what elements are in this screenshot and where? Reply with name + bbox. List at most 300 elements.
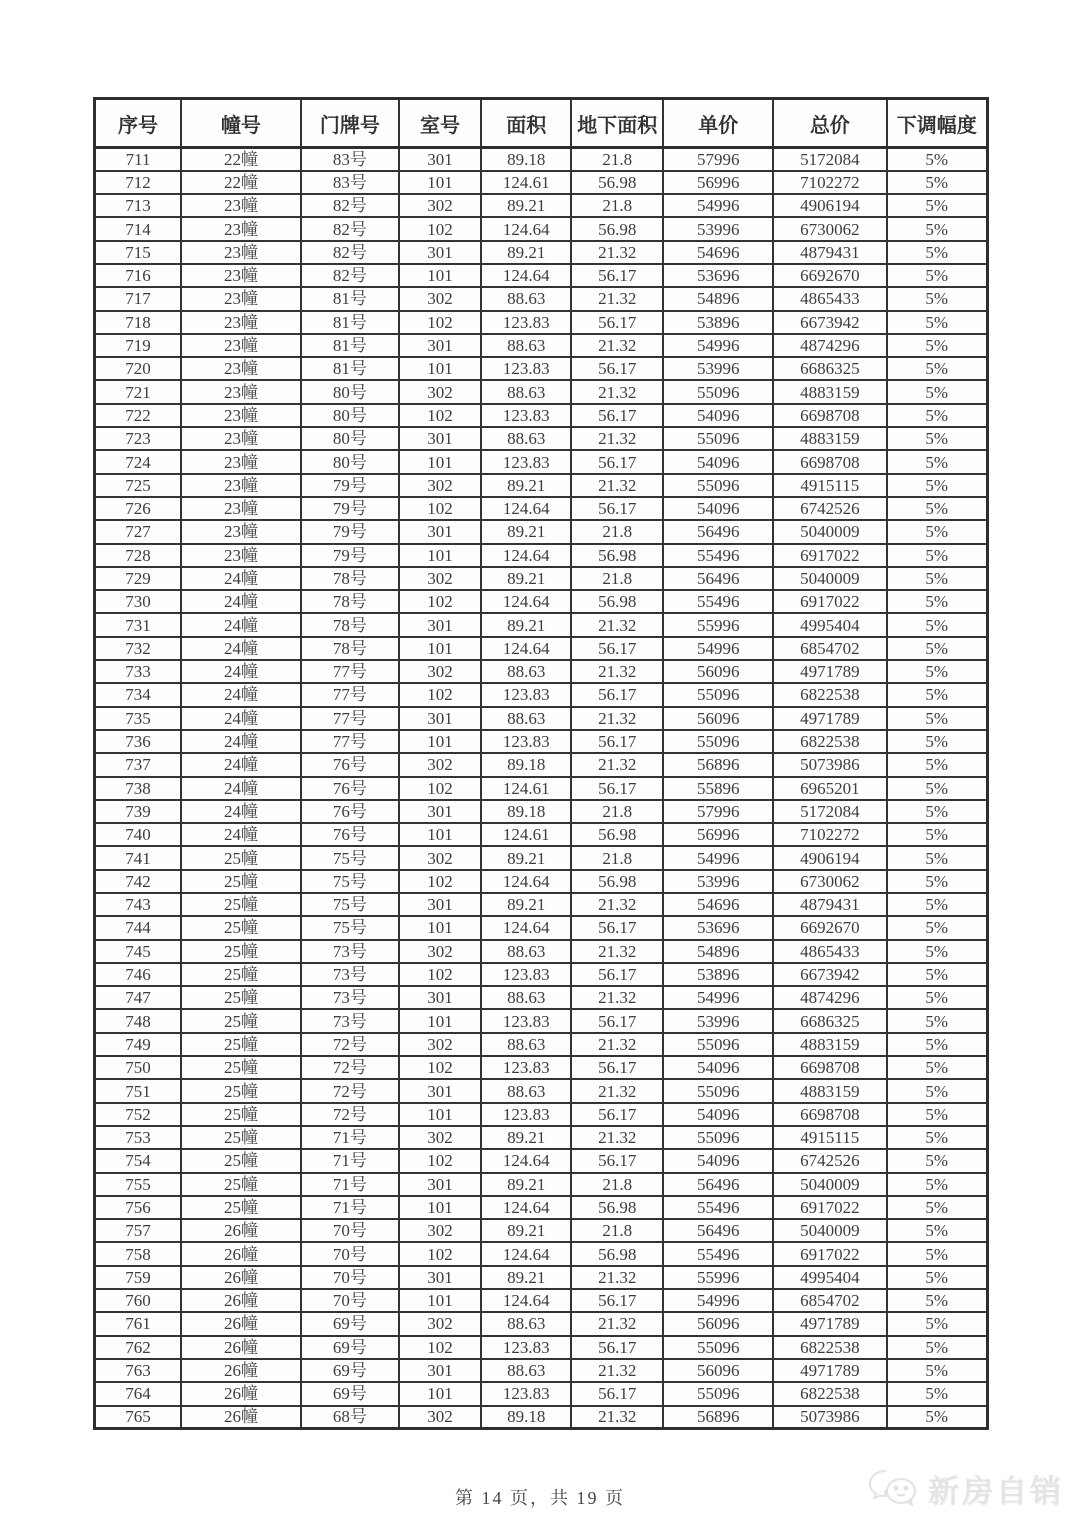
cell-serial-number: 721 [95, 380, 182, 403]
cell-serial-number: 738 [95, 777, 182, 800]
table-row [95, 800, 988, 823]
cell-unit-price: 55496 [663, 1242, 773, 1265]
cell-building-number: 24幢 [181, 777, 301, 800]
cell-underground-area: 56.17 [571, 683, 663, 706]
cell-area: 124.64 [481, 916, 571, 939]
cell-building-number: 24幢 [181, 683, 301, 706]
cell-door-number: 73号 [301, 986, 399, 1009]
cell-total-price: 6917022 [773, 1196, 886, 1219]
cell-room-number: 301 [399, 800, 481, 823]
cell-underground-area: 21.32 [571, 1126, 663, 1149]
cell-serial-number: 739 [95, 800, 182, 823]
cell-total-price: 4906194 [773, 194, 886, 217]
cell-reduction-rate: 5% [887, 870, 988, 893]
cell-room-number: 301 [399, 334, 481, 357]
cell-reduction-rate: 5% [887, 217, 988, 240]
table-row [95, 1056, 988, 1079]
cell-total-price: 6854702 [773, 637, 886, 660]
cell-underground-area: 21.32 [571, 660, 663, 683]
table-row [95, 637, 988, 660]
cell-reduction-rate: 5% [887, 520, 988, 543]
cell-unit-price: 56496 [663, 1219, 773, 1242]
cell-unit-price: 56496 [663, 1173, 773, 1196]
cell-building-number: 23幢 [181, 404, 301, 427]
cell-underground-area: 21.32 [571, 287, 663, 310]
cell-underground-area: 56.17 [571, 730, 663, 753]
header-door-number: 门牌号 [301, 99, 399, 148]
cell-door-number: 79号 [301, 497, 399, 520]
cell-room-number: 301 [399, 986, 481, 1009]
cell-room-number: 102 [399, 1336, 481, 1359]
cell-building-number: 23幢 [181, 311, 301, 334]
cell-area: 89.21 [481, 1219, 571, 1242]
cell-serial-number: 758 [95, 1242, 182, 1265]
table-row [95, 567, 988, 590]
cell-total-price: 4865433 [773, 940, 886, 963]
cell-room-number: 302 [399, 753, 481, 776]
cell-serial-number: 749 [95, 1033, 182, 1056]
cell-underground-area: 21.32 [571, 1079, 663, 1102]
table-row [95, 450, 988, 473]
cell-room-number: 101 [399, 1103, 481, 1126]
cell-underground-area: 21.32 [571, 427, 663, 450]
cell-room-number: 101 [399, 450, 481, 473]
cell-underground-area: 21.8 [571, 1219, 663, 1242]
cell-serial-number: 744 [95, 916, 182, 939]
cell-reduction-rate: 5% [887, 380, 988, 403]
cell-serial-number: 718 [95, 311, 182, 334]
cell-total-price: 5073986 [773, 753, 886, 776]
cell-building-number: 25幢 [181, 893, 301, 916]
cell-unit-price: 56496 [663, 520, 773, 543]
cell-reduction-rate: 5% [887, 683, 988, 706]
cell-room-number: 302 [399, 1126, 481, 1149]
cell-door-number: 80号 [301, 450, 399, 473]
cell-door-number: 81号 [301, 357, 399, 380]
cell-underground-area: 56.17 [571, 311, 663, 334]
cell-serial-number: 714 [95, 217, 182, 240]
cell-room-number: 102 [399, 1056, 481, 1079]
table-row [95, 1126, 988, 1149]
watermark-text: 新房自销 [928, 1474, 1064, 1509]
header-underground-area: 地下面积 [571, 99, 663, 148]
cell-reduction-rate: 5% [887, 707, 988, 730]
cell-area: 89.21 [481, 474, 571, 497]
cell-area: 123.83 [481, 1382, 571, 1405]
cell-building-number: 23幢 [181, 380, 301, 403]
cell-room-number: 301 [399, 520, 481, 543]
cell-underground-area: 21.32 [571, 613, 663, 636]
table-body [95, 148, 988, 1429]
table-row [95, 963, 988, 986]
header-building-number: 幢号 [181, 99, 301, 148]
cell-area: 124.64 [481, 590, 571, 613]
cell-reduction-rate: 5% [887, 590, 988, 613]
cell-room-number: 102 [399, 404, 481, 427]
cell-unit-price: 53996 [663, 217, 773, 240]
cell-reduction-rate: 5% [887, 404, 988, 427]
table-row [95, 916, 988, 939]
cell-room-number: 301 [399, 707, 481, 730]
cell-room-number: 101 [399, 916, 481, 939]
table-row [95, 287, 988, 310]
cell-area: 124.64 [481, 544, 571, 567]
cell-area: 124.64 [481, 1196, 571, 1219]
table-row [95, 1242, 988, 1265]
header-serial-number: 序号 [95, 99, 182, 148]
cell-door-number: 70号 [301, 1242, 399, 1265]
cell-door-number: 72号 [301, 1103, 399, 1126]
cell-total-price: 6673942 [773, 963, 886, 986]
table-header-row [95, 99, 988, 148]
table-row [95, 148, 988, 171]
cell-serial-number: 730 [95, 590, 182, 613]
cell-serial-number: 762 [95, 1336, 182, 1359]
cell-reduction-rate: 5% [887, 1173, 988, 1196]
cell-total-price: 6698708 [773, 1056, 886, 1079]
cell-serial-number: 736 [95, 730, 182, 753]
cell-unit-price: 55996 [663, 1266, 773, 1289]
cell-serial-number: 725 [95, 474, 182, 497]
cell-serial-number: 753 [95, 1126, 182, 1149]
cell-unit-price: 54096 [663, 404, 773, 427]
cell-room-number: 102 [399, 963, 481, 986]
cell-reduction-rate: 5% [887, 1336, 988, 1359]
cell-unit-price: 56096 [663, 1312, 773, 1335]
cell-area: 88.63 [481, 287, 571, 310]
cell-area: 123.83 [481, 1009, 571, 1032]
cell-door-number: 69号 [301, 1382, 399, 1405]
cell-serial-number: 765 [95, 1406, 182, 1429]
cell-underground-area: 56.98 [571, 217, 663, 240]
cell-area: 123.83 [481, 1103, 571, 1126]
cell-underground-area: 56.98 [571, 1242, 663, 1265]
table-row [95, 1219, 988, 1242]
cell-door-number: 71号 [301, 1126, 399, 1149]
cell-room-number: 101 [399, 637, 481, 660]
cell-room-number: 301 [399, 1359, 481, 1382]
cell-reduction-rate: 5% [887, 846, 988, 869]
cell-reduction-rate: 5% [887, 264, 988, 287]
cell-serial-number: 750 [95, 1056, 182, 1079]
cell-door-number: 82号 [301, 241, 399, 264]
cell-room-number: 302 [399, 567, 481, 590]
cell-door-number: 75号 [301, 916, 399, 939]
cell-door-number: 70号 [301, 1266, 399, 1289]
cell-reduction-rate: 5% [887, 940, 988, 963]
table-row [95, 590, 988, 613]
cell-building-number: 25幢 [181, 963, 301, 986]
cell-building-number: 24幢 [181, 753, 301, 776]
cell-unit-price: 55096 [663, 427, 773, 450]
cell-underground-area: 56.17 [571, 1009, 663, 1032]
cell-unit-price: 53696 [663, 264, 773, 287]
cell-building-number: 25幢 [181, 1033, 301, 1056]
cell-room-number: 301 [399, 241, 481, 264]
cell-serial-number: 759 [95, 1266, 182, 1289]
cell-door-number: 80号 [301, 380, 399, 403]
cell-serial-number: 763 [95, 1359, 182, 1382]
cell-total-price: 5040009 [773, 1173, 886, 1196]
cell-total-price: 6917022 [773, 1242, 886, 1265]
table-row [95, 846, 988, 869]
page-number-footer: 第 14 页，共 19 页 [455, 1488, 625, 1508]
cell-room-number: 301 [399, 1079, 481, 1102]
cell-total-price: 5172084 [773, 800, 886, 823]
cell-total-price: 6854702 [773, 1289, 886, 1312]
cell-reduction-rate: 5% [887, 1406, 988, 1429]
cell-room-number: 102 [399, 1149, 481, 1172]
table-row [95, 241, 988, 264]
table-row [95, 870, 988, 893]
cell-unit-price: 56096 [663, 707, 773, 730]
cell-door-number: 78号 [301, 637, 399, 660]
cell-room-number: 301 [399, 893, 481, 916]
cell-unit-price: 57996 [663, 800, 773, 823]
cell-building-number: 25幢 [181, 986, 301, 1009]
cell-reduction-rate: 5% [887, 730, 988, 753]
cell-building-number: 25幢 [181, 1009, 301, 1032]
cell-building-number: 24幢 [181, 637, 301, 660]
price-reduction-table-container [93, 97, 989, 1430]
cell-serial-number: 743 [95, 893, 182, 916]
cell-area: 88.63 [481, 380, 571, 403]
cell-building-number: 23幢 [181, 474, 301, 497]
cell-building-number: 25幢 [181, 940, 301, 963]
cell-door-number: 69号 [301, 1336, 399, 1359]
cell-unit-price: 54096 [663, 450, 773, 473]
cell-underground-area: 56.98 [571, 870, 663, 893]
table-row [95, 1196, 988, 1219]
cell-door-number: 70号 [301, 1219, 399, 1242]
cell-room-number: 102 [399, 1242, 481, 1265]
cell-reduction-rate: 5% [887, 1196, 988, 1219]
cell-door-number: 78号 [301, 590, 399, 613]
cell-serial-number: 728 [95, 544, 182, 567]
cell-door-number: 76号 [301, 800, 399, 823]
cell-area: 89.21 [481, 194, 571, 217]
cell-door-number: 81号 [301, 311, 399, 334]
cell-building-number: 25幢 [181, 1173, 301, 1196]
cell-room-number: 302 [399, 1312, 481, 1335]
cell-total-price: 5040009 [773, 520, 886, 543]
table-row [95, 311, 988, 334]
table-row [95, 1336, 988, 1359]
cell-serial-number: 733 [95, 660, 182, 683]
cell-reduction-rate: 5% [887, 334, 988, 357]
cell-area: 124.61 [481, 171, 571, 194]
header-unit-price: 单价 [663, 99, 773, 148]
cell-reduction-rate: 5% [887, 241, 988, 264]
cell-building-number: 23幢 [181, 427, 301, 450]
cell-room-number: 301 [399, 613, 481, 636]
table-row [95, 660, 988, 683]
cell-serial-number: 722 [95, 404, 182, 427]
cell-unit-price: 55096 [663, 1126, 773, 1149]
cell-serial-number: 711 [95, 148, 182, 171]
cell-area: 88.63 [481, 1359, 571, 1382]
cell-building-number: 23幢 [181, 287, 301, 310]
cell-building-number: 25幢 [181, 1103, 301, 1126]
cell-room-number: 301 [399, 148, 481, 171]
cell-serial-number: 717 [95, 287, 182, 310]
cell-area: 88.63 [481, 1312, 571, 1335]
cell-reduction-rate: 5% [887, 1219, 988, 1242]
cell-room-number: 302 [399, 846, 481, 869]
cell-building-number: 23幢 [181, 217, 301, 240]
table-row [95, 823, 988, 846]
cell-building-number: 26幢 [181, 1382, 301, 1405]
cell-room-number: 101 [399, 357, 481, 380]
cell-reduction-rate: 5% [887, 287, 988, 310]
cell-underground-area: 56.98 [571, 171, 663, 194]
cell-room-number: 101 [399, 544, 481, 567]
cell-unit-price: 56996 [663, 171, 773, 194]
cell-serial-number: 737 [95, 753, 182, 776]
cell-underground-area: 21.32 [571, 940, 663, 963]
cell-underground-area: 56.17 [571, 963, 663, 986]
cell-total-price: 6692670 [773, 264, 886, 287]
cell-unit-price: 54896 [663, 940, 773, 963]
cell-area: 124.64 [481, 870, 571, 893]
cell-reduction-rate: 5% [887, 963, 988, 986]
cell-serial-number: 760 [95, 1289, 182, 1312]
cell-area: 89.21 [481, 846, 571, 869]
cell-underground-area: 56.98 [571, 1196, 663, 1219]
cell-door-number: 75号 [301, 846, 399, 869]
cell-area: 123.83 [481, 450, 571, 473]
cell-reduction-rate: 5% [887, 1242, 988, 1265]
cell-area: 88.63 [481, 986, 571, 1009]
cell-underground-area: 21.8 [571, 194, 663, 217]
cell-building-number: 26幢 [181, 1312, 301, 1335]
table-row [95, 171, 988, 194]
cell-serial-number: 747 [95, 986, 182, 1009]
cell-total-price: 5040009 [773, 567, 886, 590]
cell-underground-area: 56.98 [571, 590, 663, 613]
cell-total-price: 6917022 [773, 590, 886, 613]
cell-area: 123.83 [481, 963, 571, 986]
cell-building-number: 24幢 [181, 613, 301, 636]
cell-reduction-rate: 5% [887, 823, 988, 846]
cell-total-price: 6698708 [773, 450, 886, 473]
cell-area: 123.83 [481, 730, 571, 753]
cell-building-number: 25幢 [181, 870, 301, 893]
cell-door-number: 77号 [301, 707, 399, 730]
cell-serial-number: 731 [95, 613, 182, 636]
cell-underground-area: 56.98 [571, 823, 663, 846]
cell-unit-price: 53896 [663, 963, 773, 986]
cell-area: 123.83 [481, 1056, 571, 1079]
cell-door-number: 82号 [301, 264, 399, 287]
cell-room-number: 302 [399, 940, 481, 963]
cell-area: 89.21 [481, 1173, 571, 1196]
cell-serial-number: 720 [95, 357, 182, 380]
cell-serial-number: 723 [95, 427, 182, 450]
cell-building-number: 23幢 [181, 520, 301, 543]
cell-door-number: 68号 [301, 1406, 399, 1429]
cell-area: 124.64 [481, 497, 571, 520]
cell-total-price: 6822538 [773, 730, 886, 753]
cell-unit-price: 56996 [663, 823, 773, 846]
cell-total-price: 4971789 [773, 1312, 886, 1335]
cell-total-price: 6822538 [773, 683, 886, 706]
table-row [95, 613, 988, 636]
cell-total-price: 6965201 [773, 777, 886, 800]
cell-underground-area: 56.17 [571, 1149, 663, 1172]
cell-area: 89.18 [481, 1406, 571, 1429]
cell-door-number: 73号 [301, 963, 399, 986]
cell-reduction-rate: 5% [887, 1079, 988, 1102]
table-row [95, 334, 988, 357]
cell-underground-area: 21.8 [571, 846, 663, 869]
cell-serial-number: 735 [95, 707, 182, 730]
cell-room-number: 102 [399, 217, 481, 240]
cell-serial-number: 712 [95, 171, 182, 194]
cell-unit-price: 54696 [663, 241, 773, 264]
cell-serial-number: 740 [95, 823, 182, 846]
cell-total-price: 4883159 [773, 427, 886, 450]
header-reduction-rate: 下调幅度 [887, 99, 988, 148]
cell-building-number: 24幢 [181, 823, 301, 846]
cell-unit-price: 56896 [663, 753, 773, 776]
cell-unit-price: 55096 [663, 683, 773, 706]
cell-room-number: 101 [399, 823, 481, 846]
cell-building-number: 23幢 [181, 357, 301, 380]
cell-building-number: 24幢 [181, 590, 301, 613]
cell-total-price: 5040009 [773, 1219, 886, 1242]
cell-serial-number: 754 [95, 1149, 182, 1172]
cell-underground-area: 21.8 [571, 1173, 663, 1196]
cell-door-number: 77号 [301, 730, 399, 753]
cell-door-number: 82号 [301, 217, 399, 240]
cell-reduction-rate: 5% [887, 567, 988, 590]
cell-reduction-rate: 5% [887, 544, 988, 567]
cell-door-number: 73号 [301, 940, 399, 963]
table-row [95, 520, 988, 543]
cell-building-number: 23幢 [181, 241, 301, 264]
header-area: 面积 [481, 99, 571, 148]
cell-underground-area: 21.32 [571, 334, 663, 357]
cell-total-price: 4879431 [773, 893, 886, 916]
cell-reduction-rate: 5% [887, 1126, 988, 1149]
cell-unit-price: 55496 [663, 590, 773, 613]
cell-underground-area: 21.32 [571, 380, 663, 403]
cell-area: 88.63 [481, 1033, 571, 1056]
cell-unit-price: 54096 [663, 1149, 773, 1172]
cell-unit-price: 54996 [663, 637, 773, 660]
cell-reduction-rate: 5% [887, 660, 988, 683]
cell-underground-area: 56.17 [571, 637, 663, 660]
cell-door-number: 75号 [301, 870, 399, 893]
cell-building-number: 25幢 [181, 1056, 301, 1079]
cell-total-price: 4879431 [773, 241, 886, 264]
cell-area: 123.83 [481, 683, 571, 706]
cell-area: 123.83 [481, 1336, 571, 1359]
cell-door-number: 79号 [301, 474, 399, 497]
cell-reduction-rate: 5% [887, 450, 988, 473]
cell-reduction-rate: 5% [887, 148, 988, 171]
cell-total-price: 5073986 [773, 1406, 886, 1429]
cell-building-number: 24幢 [181, 660, 301, 683]
cell-serial-number: 755 [95, 1173, 182, 1196]
cell-building-number: 26幢 [181, 1336, 301, 1359]
cell-serial-number: 756 [95, 1196, 182, 1219]
cell-underground-area: 56.17 [571, 916, 663, 939]
cell-unit-price: 53696 [663, 916, 773, 939]
cell-total-price: 4971789 [773, 707, 886, 730]
table-row [95, 194, 988, 217]
